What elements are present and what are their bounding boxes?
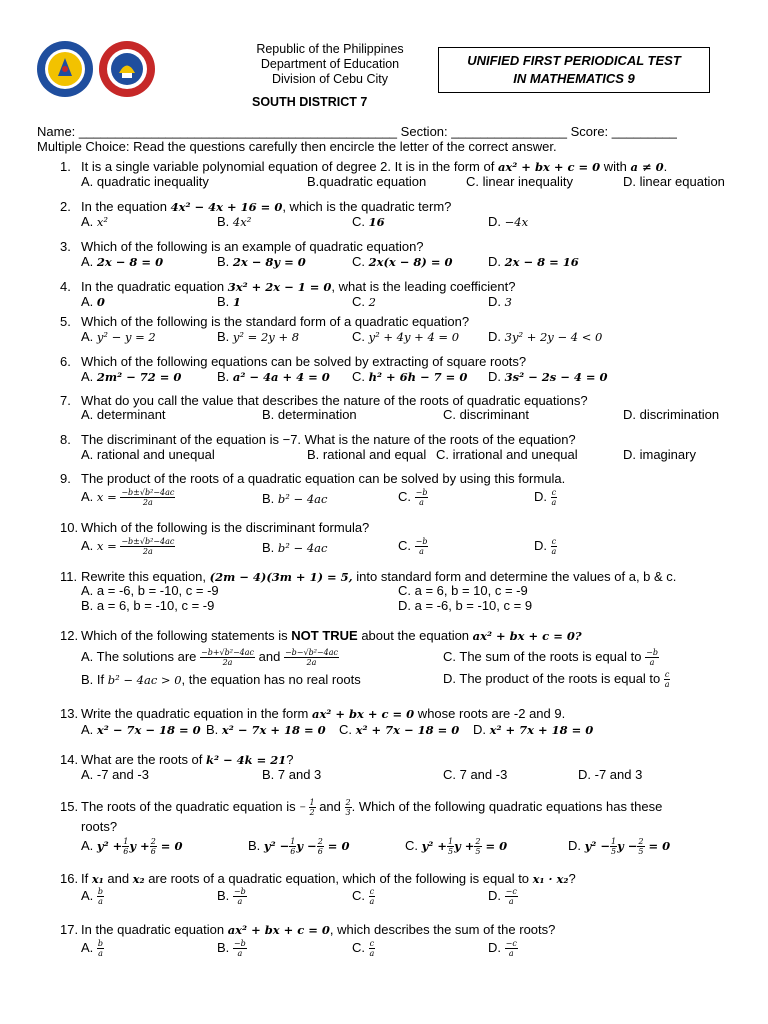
equation: ax² + bx + c = 0 — [497, 160, 601, 174]
choice-letter: A. — [81, 294, 94, 309]
choice-d[interactable] — [488, 214, 528, 229]
choice-letter: C. — [352, 329, 365, 344]
test-title-box — [438, 47, 710, 93]
question-number: 2. — [60, 199, 71, 214]
question-8 — [60, 432, 750, 447]
question-16 — [60, 871, 750, 886]
choice-c[interactable]: C. $\frac{-b}{a}$ — [398, 537, 428, 556]
choice-letter: D. — [534, 488, 547, 504]
choice-letter: D. — [488, 369, 501, 384]
choice-letter: B. — [217, 329, 230, 344]
choice-letter: A. — [81, 537, 94, 553]
question-number: 14. — [60, 752, 79, 767]
choice-b[interactable]: B. $\frac{-b}{a}$ — [217, 939, 246, 958]
choice-a[interactable]: A. x = $\frac{\text{−b±√b²−4ac}}{2a}$ — [81, 537, 175, 556]
choice-letter: C. — [405, 837, 418, 853]
choice-letter: C. — [352, 369, 365, 384]
choice-b[interactable] — [217, 254, 306, 269]
question-text: ? — [286, 752, 294, 767]
agency-header — [230, 42, 430, 87]
question-text: with — [600, 159, 631, 174]
choice-value: 2 — [368, 295, 376, 309]
choice-letter: D. — [568, 837, 581, 853]
choice-b[interactable] — [81, 672, 361, 687]
choice-a[interactable] — [81, 722, 201, 737]
quadratic-formula: $\frac{\text{−b±√b²−4ac}}{2a}$ — [121, 488, 175, 507]
choice-letter: A. — [81, 722, 94, 737]
choice-b[interactable]: B. 7 and 3 — [262, 767, 322, 782]
choice-b[interactable] — [206, 722, 326, 737]
choice-value: x² − 7x + 18 = 0 — [221, 723, 326, 737]
choice-value: b² − 4ac > 0 — [107, 673, 182, 687]
choice-value: b² − 4ac — [277, 541, 328, 555]
choice-b[interactable]: B. y² − $\frac{1}{6}$ y − $\frac{2}{6}$ = 0 — [248, 837, 350, 856]
choice-value: 2x(x − 8) = 0 — [368, 255, 453, 269]
choice-label: and — [258, 648, 281, 664]
choice-letter: B. — [217, 294, 230, 309]
choice-label: B. If — [81, 672, 108, 687]
choice-letter: D. — [488, 887, 501, 903]
choice-value: 2m² − 72 = 0 — [96, 370, 182, 384]
choice-b[interactable] — [262, 491, 327, 506]
choice-c[interactable]: C. $\frac{-b}{a}$ — [398, 488, 428, 507]
instructions: Multiple Choice: Read the questions carefully then encircle the letter of the correct answer. — [37, 139, 557, 154]
question-15-continued: roots? — [81, 819, 118, 834]
question-text: Which of the following is the standard form of a quadratic equation? — [81, 314, 470, 329]
choice-letter: C. — [398, 537, 411, 553]
choice-b[interactable]: B. rational and equal — [307, 447, 427, 462]
choice-value: 0 — [96, 295, 105, 309]
choice-letter: C. — [352, 254, 365, 269]
question-text: and — [103, 871, 133, 886]
choice-value: x² − 7x − 18 = 0 — [96, 723, 201, 737]
choice-c[interactable] — [352, 214, 385, 229]
choice-a[interactable]: A. determinant — [81, 407, 166, 422]
choice-letter: C. — [352, 214, 365, 229]
header-line-3: Division of Cebu City — [271, 72, 388, 86]
choice-c[interactable]: C. 7 and -3 — [443, 767, 508, 782]
choice-letter: A. — [81, 939, 94, 955]
choice-b[interactable] — [217, 329, 299, 344]
question-text: Which of the following is an example of quadratic equation? — [81, 239, 424, 254]
choice-value: 16 — [368, 215, 385, 229]
equation: 4x² − 4x + 16 = 0 — [170, 200, 283, 214]
choice-d[interactable]: D. $\frac{-c}{a}$ — [488, 887, 517, 906]
question-text: In the quadratic equation — [81, 279, 228, 294]
equation: 3x² + 2x − 1 = 0 — [227, 280, 332, 294]
choice-value: 3y² + 2y − 4 < 0 — [504, 330, 603, 344]
question-5 — [60, 314, 750, 329]
district-label: SOUTH DISTRICT 7 — [252, 95, 368, 109]
choice-a[interactable] — [81, 214, 108, 229]
choice-letter: D. — [488, 939, 501, 955]
question-text: Which of the following statements is — [81, 628, 292, 643]
choice-value: x² — [96, 215, 109, 229]
choice-label: D. The product of the roots is equal to — [443, 670, 661, 686]
title-line-2: IN MATHEMATICS 9 — [513, 71, 635, 86]
title-line-1: UNIFIED FIRST PERIODICAL TEST — [467, 53, 681, 68]
choice-b[interactable]: B. a = 6, b = -10, c = -9 — [81, 598, 215, 613]
score-field[interactable]: _________ — [611, 124, 677, 139]
question-13 — [60, 706, 750, 721]
question-1: 1. It is a single variable polynomial equation of degree 2. It is in the form of ax² + bx + c = 0 with a ≠ 0. — [60, 159, 668, 174]
choice-value: 2x − 8y = 0 — [232, 255, 306, 269]
choice-value: −4x — [504, 215, 529, 229]
choice-value: 4x² — [232, 215, 252, 229]
question-2 — [60, 199, 750, 214]
choice-letter: B. — [206, 722, 219, 737]
question-text: In the equation — [81, 199, 171, 214]
question-number: 15. — [60, 798, 79, 814]
choice-c[interactable]: C. irrational and unequal — [436, 447, 578, 462]
question-text: are roots of a quadratic equation, which of the following is equal to — [144, 871, 533, 886]
choice-letter: B. — [217, 254, 230, 269]
header-line-1: Republic of the Philippines — [256, 42, 404, 56]
choice-letter: B. — [217, 214, 230, 229]
choice-c[interactable]: C. linear inequality — [466, 174, 573, 189]
question-text: and — [315, 798, 345, 814]
question-11 — [60, 569, 750, 584]
choice-c[interactable]: C. $\frac{c}{a}$ — [352, 887, 375, 906]
question-number: 17. — [60, 922, 79, 937]
choice-d[interactable]: D. a = -6, b = -10, c = 9 — [398, 598, 533, 613]
choice-d[interactable]: D. linear equation — [623, 174, 725, 189]
choice-d[interactable]: D. discrimination — [623, 407, 720, 422]
equation: k² − 4k = 21 — [206, 753, 287, 767]
choice-value: a² − 4a + 4 = 0 — [232, 370, 330, 384]
choice-a[interactable]: A. $\frac{b}{a}$ — [81, 887, 104, 906]
choice-label: , the equation has no real roots — [181, 672, 361, 687]
choice-letter: D. — [488, 329, 501, 344]
score-label: Score: — [570, 124, 609, 139]
question-text: , which is the quadratic term? — [282, 199, 452, 214]
choice-c[interactable] — [352, 329, 459, 344]
question-number: 7. — [60, 393, 71, 408]
question-text: What do you call the value that describes the nature of the roots of quadratic equations? — [81, 393, 588, 408]
choice-value: y² + 4y + 4 = 0 — [368, 330, 460, 344]
choice-d[interactable]: D. imaginary — [623, 447, 696, 462]
equation: x₁ · x₂ — [532, 872, 569, 886]
choice-value: 2x − 8 = 0 — [96, 255, 164, 269]
choice-letter: A. — [81, 369, 94, 384]
choice-d[interactable] — [488, 329, 602, 344]
name-label: Name: — [37, 124, 76, 139]
question-text: The product of the roots of a quadratic equation can be solved by using this formula. — [81, 471, 566, 486]
choice-a[interactable]: A. The solutions are $\frac{\text{−b+√b²−4ac}}{2a}$ and $\frac{\text{−b−√b²−4ac}}{2a}$ — [81, 648, 338, 667]
choice-b[interactable] — [262, 540, 327, 555]
choice-value: 1 — [232, 295, 241, 309]
student-info-line — [37, 124, 737, 139]
choice-b[interactable]: B.quadratic equation — [307, 174, 427, 189]
question-text: Which of the following equations can be solved by extracting of square roots? — [81, 354, 527, 369]
choice-c[interactable] — [339, 722, 459, 737]
question-6 — [60, 354, 750, 369]
section-field[interactable]: ________________ — [451, 124, 567, 139]
choice-d[interactable]: D. y² − $\frac{1}{5}$ y − $\frac{2}{5}$ = 0 — [568, 837, 671, 856]
question-text: whose roots are -2 and 9. — [414, 706, 566, 721]
choice-c[interactable]: C. y² + $\frac{1}{5}$ y + $\frac{2}{5}$ = 0 — [405, 837, 508, 856]
question-text: ? — [568, 871, 576, 886]
choice-c[interactable] — [352, 369, 467, 384]
choice-d[interactable]: D. $\frac{c}{a}$ — [534, 488, 557, 507]
choice-d[interactable]: D. $\frac{c}{a}$ — [534, 537, 557, 556]
header-line-2: Department of Education — [260, 57, 400, 71]
variable: x₁ — [91, 872, 104, 886]
choice-b[interactable]: B. $\frac{-b}{a}$ — [217, 887, 246, 906]
question-text: Rewrite this equation, — [81, 569, 210, 584]
question-number: 6. — [60, 354, 71, 369]
question-text: It is a single variable polynomial equation of degree 2. It is in the form of — [81, 159, 498, 174]
name-field[interactable]: ____________________________________________ — [78, 124, 398, 139]
question-number: 1. — [60, 159, 71, 174]
question-text: The roots of the quadratic equation is — [81, 798, 300, 814]
choice-a[interactable]: A. -7 and -3 — [81, 767, 149, 782]
choice-letter: A. — [81, 329, 94, 344]
choice-letter: B. — [248, 837, 261, 853]
choice-letter: B. — [262, 491, 275, 506]
question-text: What are the roots of — [81, 752, 207, 767]
choice-value: b² − 4ac — [277, 492, 328, 506]
choice-letter: C. — [352, 294, 365, 309]
question-text: . Which of the following quadratic equations has these — [351, 798, 663, 814]
division-seal-logo — [98, 40, 156, 98]
question-14 — [60, 752, 750, 767]
question-number: 8. — [60, 432, 71, 447]
choice-letter: D. — [534, 537, 547, 553]
choice-letter: A. — [81, 214, 94, 229]
equation: (2m − 4)(3m + 1) = 5, — [209, 570, 353, 584]
question-12 — [60, 628, 750, 643]
choice-value: 2x − 8 = 16 — [504, 255, 579, 269]
choice-b[interactable] — [217, 294, 241, 309]
choice-letter: C. — [398, 488, 411, 504]
question-number: 16. — [60, 871, 79, 886]
equation: ax² + bx + c = 0 — [227, 923, 330, 937]
question-number: 9. — [60, 471, 71, 486]
question-text: In the quadratic equation — [81, 922, 228, 937]
choice-a[interactable] — [81, 369, 181, 384]
equation: ax² + bx + c = 0 — [312, 707, 415, 721]
choice-letter: A. — [81, 887, 94, 903]
choice-a[interactable] — [81, 329, 156, 344]
choice-c[interactable]: C. $\frac{c}{a}$ — [352, 939, 375, 958]
choice-value: h² + 6h − 7 = 0 — [368, 370, 468, 384]
question-15: 15. The roots of the quadratic equation is − $\frac{1}{2}$ and $\frac{2}{3}$ . Which of the following quadratic equations has these — [60, 798, 663, 817]
question-number: 13. — [60, 706, 79, 721]
choice-label: A. The solutions are — [81, 648, 197, 664]
emphasis-text: NOT TRUE — [291, 628, 358, 643]
choice-value: y² − y = 2 — [96, 330, 156, 344]
choice-c[interactable]: C. The sum of the roots is equal to $\frac{-b}{a}$ — [443, 648, 658, 667]
choice-a[interactable]: A. quadratic inequality — [81, 174, 209, 189]
choice-letter: A. — [81, 837, 94, 853]
choice-a[interactable]: A. y² + $\frac{1}{6}$ y + $\frac{2}{6}$ = 0 — [81, 837, 183, 856]
question-number: 12. — [60, 628, 79, 643]
choice-d[interactable] — [488, 254, 579, 269]
choice-a[interactable]: A. a = -6, b = -10, c = -9 — [81, 583, 219, 598]
choice-a[interactable] — [81, 294, 105, 309]
choice-a[interactable] — [81, 254, 163, 269]
question-3 — [60, 239, 750, 254]
choice-c[interactable]: C. a = 6, b = 10, c = -9 — [398, 583, 528, 598]
question-text: into standard form and determine the values of a, b & c. — [352, 569, 677, 584]
question-text: about the equation — [357, 628, 473, 643]
choice-letter: D. — [488, 294, 501, 309]
choice-letter: A. — [81, 488, 94, 504]
question-4 — [60, 279, 750, 294]
choice-d[interactable]: D. $\frac{-c}{a}$ — [488, 939, 517, 958]
choice-letter: B. — [217, 369, 230, 384]
equation: ax² + bx + c = 0? — [472, 629, 582, 643]
question-number: 3. — [60, 239, 71, 254]
choice-value: 3s² − 2s − 4 = 0 — [504, 370, 608, 384]
choice-c[interactable] — [352, 254, 453, 269]
question-text: Write the quadratic equation in the form — [81, 706, 312, 721]
question-17 — [60, 922, 750, 937]
choice-c[interactable] — [352, 294, 376, 309]
choice-b[interactable] — [217, 214, 251, 229]
question-text: If — [81, 871, 92, 886]
question-text: Which of the following is the discriminant formula? — [81, 520, 370, 535]
choice-b[interactable] — [217, 369, 330, 384]
choice-value: y² = 2y + 8 — [232, 330, 300, 344]
choice-a[interactable]: A. $\frac{b}{a}$ — [81, 939, 104, 958]
choice-d[interactable] — [473, 722, 593, 737]
choice-letter: C. — [339, 722, 352, 737]
choice-b[interactable]: B. determination — [262, 407, 357, 422]
choice-letter: B. — [217, 939, 230, 955]
variable: x₂ — [132, 872, 145, 886]
question-10 — [60, 520, 750, 535]
choice-letter: B. — [262, 540, 275, 555]
choice-value: 3 — [504, 295, 512, 309]
question-number: 5. — [60, 314, 71, 329]
choice-letter: D. — [473, 722, 486, 737]
question-text: The discriminant of the equation is −7. What is the nature of the roots of the equation? — [81, 432, 576, 447]
choice-value: x² + 7x − 18 = 0 — [355, 723, 460, 737]
question-7 — [60, 393, 750, 408]
choice-d[interactable] — [488, 369, 608, 384]
question-number: 10. — [60, 520, 79, 535]
quadratic-formula: $\frac{\text{−b±√b²−4ac}}{2a}$ — [121, 537, 175, 556]
question-9 — [60, 471, 750, 486]
choice-letter: D. — [488, 214, 501, 229]
choice-letter: D. — [488, 254, 501, 269]
deped-seal-logo — [36, 40, 94, 98]
choice-d[interactable]: D. -7 and 3 — [578, 767, 643, 782]
choice-a[interactable]: A. x = $\frac{\text{−b±√b²−4ac}}{2a}$ — [81, 488, 175, 507]
choice-value: x² + 7x + 18 = 0 — [489, 723, 594, 737]
choice-a[interactable]: A. rational and unequal — [81, 447, 215, 462]
question-text: , which describes the sum of the roots? — [329, 922, 556, 937]
section-label: Section: — [400, 124, 448, 139]
equation: a ≠ 0 — [630, 160, 664, 174]
choice-letter: A. — [81, 254, 94, 269]
choice-c[interactable]: C. discriminant — [443, 407, 529, 422]
choice-d[interactable]: D. The product of the roots is equal to $\frac{c}{a}$ — [443, 670, 670, 689]
choice-letter: C. — [352, 887, 365, 903]
question-number: 4. — [60, 279, 71, 294]
question-text: , what is the leading coefficient? — [331, 279, 516, 294]
choice-label: C. The sum of the roots is equal to — [443, 648, 642, 664]
choice-letter: C. — [352, 939, 365, 955]
choice-d[interactable] — [488, 294, 512, 309]
question-number: 11. — [60, 569, 78, 584]
choice-letter: B. — [217, 887, 230, 903]
